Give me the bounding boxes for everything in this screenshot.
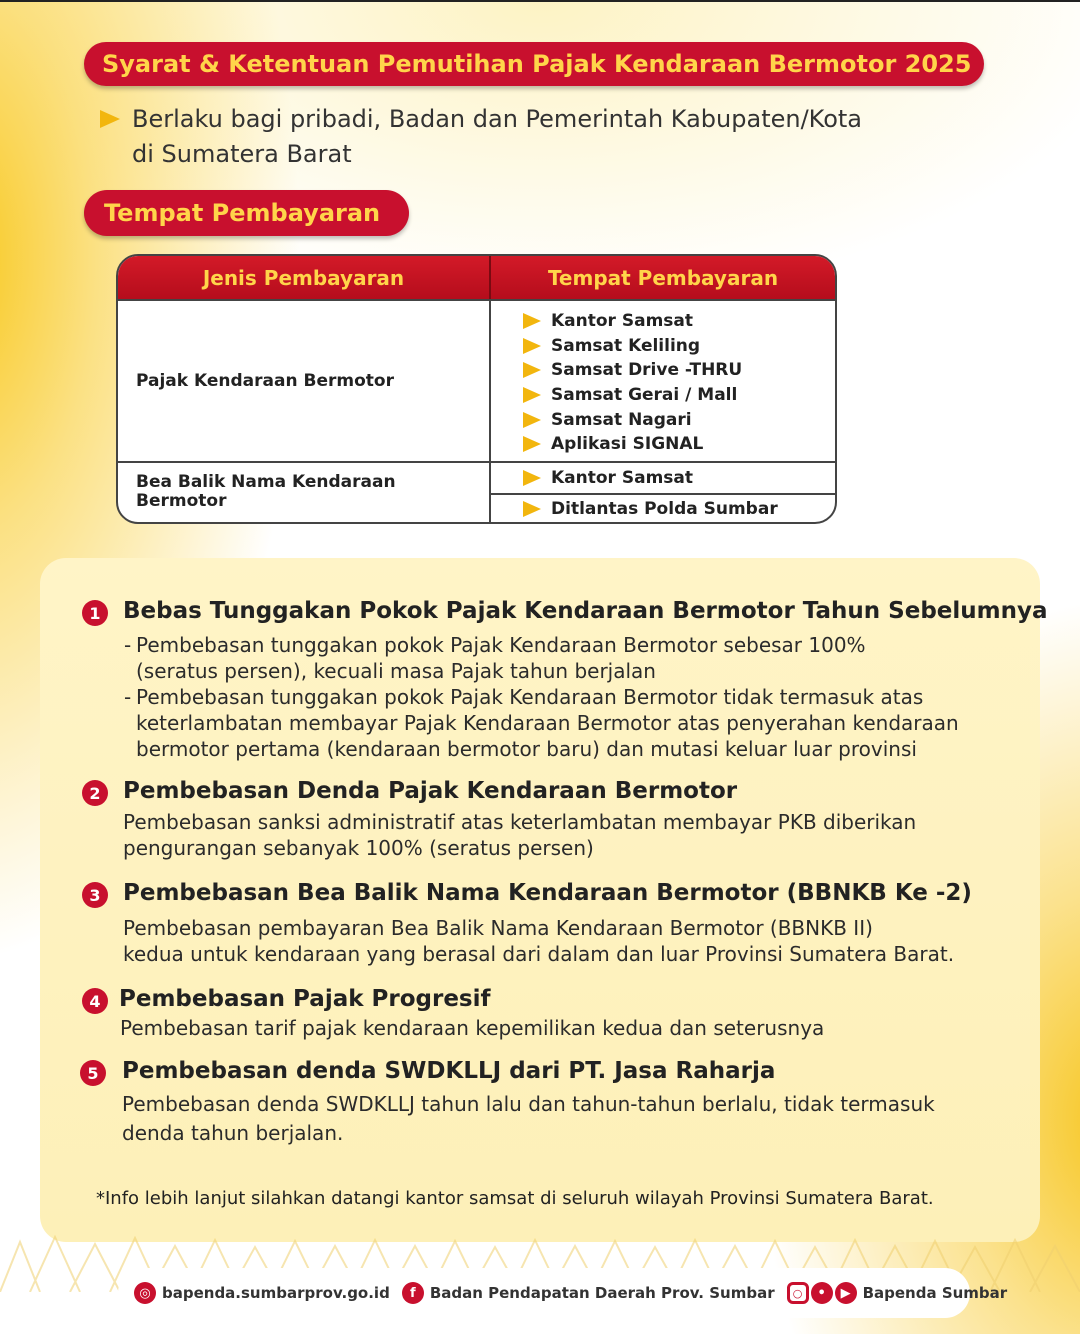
body-line: Pembebasan tunggakan pokok Pajak Kendaraan Bermotor sebesar 100%	[136, 633, 866, 657]
item-body	[123, 809, 1023, 861]
body-line: bermotor pertama (kendaraan bermotor baru) dan mutasi keluar luar provinsi	[136, 737, 917, 761]
arrow-right-icon	[523, 362, 541, 378]
page-title: Syarat & Ketentuan Pemutihan Pajak Kendaraan Bermotor 2025	[84, 42, 984, 86]
facebook-icon: f	[402, 1282, 424, 1304]
facebook-link[interactable]: Badan Pendapatan Daerah Prov. Sumbar	[429, 1284, 775, 1302]
place-label: Ditlantas Polda Sumbar	[551, 499, 778, 519]
bullet-point: - Pembebasan tunggakan pokok Pajak Kendaraan Bermotor tidak termasuk atas keterlambatan membayar Pajak Kendaraan Bermotor atas penyerahan kendaraan bermotor pertama (kendaraan bermotor baru) dan mutasi keluar luar provinsi	[124, 685, 959, 761]
footer-bar	[118, 1268, 1008, 1318]
website-link[interactable]: bapenda.sumbarprov.go.id	[162, 1284, 390, 1302]
item-body	[123, 915, 1023, 967]
globe-icon: ◎	[134, 1282, 156, 1304]
body-line: Pembebasan denda SWDKLLJ tahun lalu dan tahun-tahun berlalu, tidak termasuk	[122, 1092, 935, 1116]
body-line: Pembebasan pembayaran Bea Balik Nama Kendaraan Bermotor (BBNKB II)	[123, 916, 873, 940]
place-item	[491, 407, 835, 432]
place-label: Samsat Drive -THRU	[551, 360, 743, 381]
arrow-right-icon	[523, 501, 541, 517]
jenis-cell: Pajak Kendaraan Bermotor	[118, 301, 491, 461]
twitter-icon: •	[811, 1282, 833, 1304]
jenis-cell	[118, 463, 491, 524]
instagram-icon: ○	[787, 1282, 809, 1304]
table-header	[118, 256, 835, 299]
table-row	[118, 461, 835, 524]
body-line: (seratus persen), kecuali masa Pajak tahun berjalan	[136, 659, 656, 683]
table-row	[118, 299, 835, 461]
body-line: Pembebasan tarif pajak kendaraan kepemilikan kedua dan seterusnya	[120, 1016, 825, 1040]
number-badge: 5	[80, 1060, 106, 1086]
intro-line-2: di Sumatera Barat	[132, 140, 352, 168]
place-label: Kantor Samsat	[551, 311, 694, 332]
place-label: Aplikasi SIGNAL	[551, 434, 704, 455]
column-header-jenis: Jenis Pembayaran	[118, 256, 491, 299]
place-item	[491, 358, 835, 383]
place-item	[491, 497, 778, 522]
bullet-point: - Pembebasan tunggakan pokok Pajak Kendaraan Bermotor sebesar 100% (seratus persen), kecuali masa Pajak tahun berjalan	[124, 633, 866, 683]
arrow-right-icon	[523, 387, 541, 403]
intro-note	[100, 102, 960, 172]
number-badge: 1	[82, 600, 108, 626]
item-body	[124, 632, 1024, 762]
payment-table	[116, 254, 837, 524]
place-label: Samsat Nagari	[551, 409, 692, 430]
number-badge: 3	[82, 882, 108, 908]
body-line: denda tahun berjalan.	[122, 1121, 344, 1145]
body-line: kedua untuk kendaraan yang berasal dari dalam dan luar Provinsi Sumatera Barat.	[123, 942, 955, 966]
place-label: Samsat Keliling	[551, 335, 701, 356]
top-border	[0, 0, 1080, 2]
youtube-icon: ▶	[835, 1282, 857, 1304]
number-badge: 4	[82, 988, 108, 1014]
tempat-cell	[491, 301, 835, 461]
footnote: *Info lebih lanjut silahkan datangi kantor samsat di seluruh wilayah Provinsi Sumatera Barat.	[96, 1188, 934, 1209]
place-item	[491, 383, 835, 408]
place-item	[491, 466, 693, 491]
item-body	[120, 1015, 1020, 1041]
tempat-cell	[491, 463, 835, 524]
number-badge: 2	[82, 780, 108, 806]
item-title: Pembebasan denda SWDKLLJ dari PT. Jasa Raharja	[122, 1058, 776, 1084]
item-title: Pembebasan Bea Balik Nama Kendaraan Bermotor (BBNKB Ke -2)	[123, 880, 972, 906]
arrow-right-icon	[100, 110, 120, 128]
arrow-right-icon	[523, 436, 541, 452]
social-handle[interactable]: Bapenda Sumbar	[862, 1284, 1008, 1302]
section-title: Tempat Pembayaran	[84, 190, 409, 236]
column-header-tempat: Tempat Pembayaran	[547, 265, 779, 290]
jenis-line: Bea Balik Nama Kendaraan	[136, 472, 396, 492]
jenis-line: Bermotor	[136, 491, 227, 511]
item-title: Pembebasan Pajak Progresif	[119, 986, 491, 1012]
item-title: Pembebasan Denda Pajak Kendaraan Bermotor	[123, 778, 738, 804]
item-body	[122, 1090, 1022, 1148]
body-line: Pembebasan sanksi administratif atas keterlambatan membayar PKB diberikan	[123, 810, 917, 834]
terms-panel	[40, 558, 1048, 1242]
arrow-right-icon	[523, 470, 541, 486]
item-title: Bebas Tunggakan Pokok Pajak Kendaraan Bermotor Tahun Sebelumnya	[123, 598, 1048, 624]
place-label: Kantor Samsat	[551, 468, 694, 488]
body-line: pengurangan sebanyak 100% (seratus persen)	[123, 836, 594, 860]
place-item	[491, 309, 835, 334]
place-item	[491, 432, 835, 457]
place-label: Samsat Gerai / Mall	[551, 385, 738, 406]
arrow-right-icon	[523, 412, 541, 428]
intro-line-1: Berlaku bagi pribadi, Badan dan Pemerintah Kabupaten/Kota	[132, 105, 863, 133]
body-line: keterlambatan membayar Pajak Kendaraan Bermotor atas penyerahan kendaraan	[136, 711, 959, 735]
arrow-right-icon	[523, 338, 541, 354]
body-line: Pembebasan tunggakan pokok Pajak Kendaraan Bermotor tidak termasuk atas	[136, 685, 924, 709]
place-item	[491, 334, 835, 359]
arrow-right-icon	[523, 313, 541, 329]
